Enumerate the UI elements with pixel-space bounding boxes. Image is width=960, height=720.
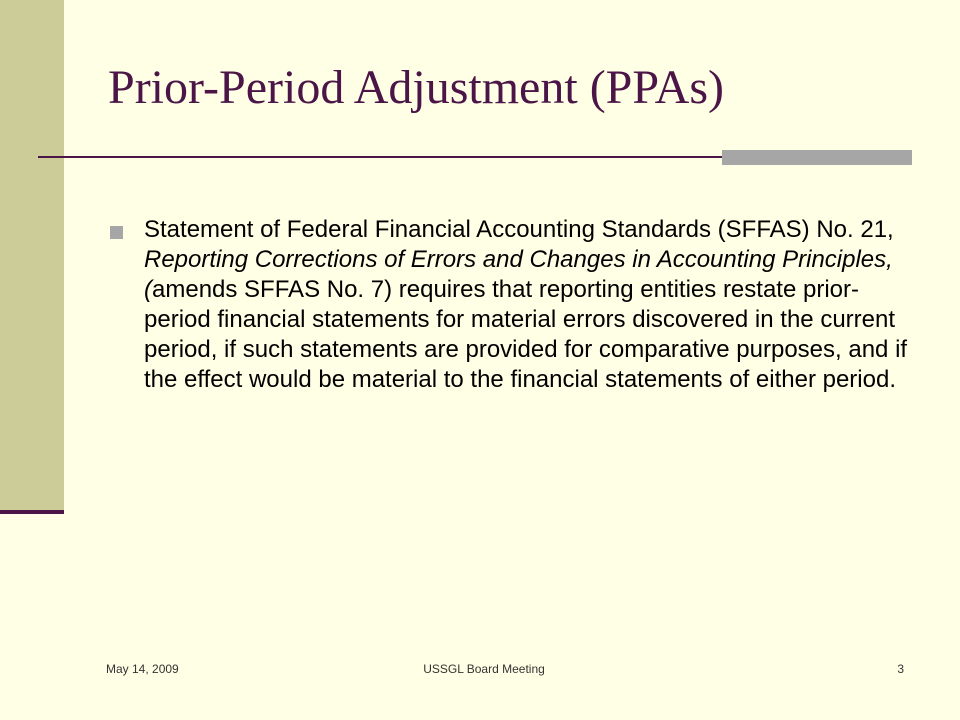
bullet-square-icon bbox=[110, 226, 123, 239]
bullet-text-part1: Statement of Federal Financial Accounting Standards (SFFAS) No. 21, bbox=[144, 216, 894, 243]
slide-number: 3 bbox=[897, 662, 904, 676]
footer-title: USSGL Board Meeting bbox=[423, 662, 545, 676]
title-accent-bar bbox=[722, 150, 912, 165]
bullet-text-italic: Reporting Corrections of Errors and Changes in Accounting Principles, ( bbox=[144, 246, 893, 303]
side-divider-line bbox=[0, 510, 64, 514]
decorative-side-bar bbox=[0, 0, 64, 512]
bullet-text bbox=[144, 215, 914, 395]
footer-date: May 14, 2009 bbox=[106, 662, 179, 676]
bullet-text-part2: amends SFFAS No. 7) requires that reporting entities restate prior-period financial statements for material errors discovered in the current period, if such statements are provided for comparative purposes, and if the effect would be material to the financial statements of either period. bbox=[144, 276, 908, 393]
slide-title: Prior-Period Adjustment (PPAs) bbox=[108, 61, 724, 114]
